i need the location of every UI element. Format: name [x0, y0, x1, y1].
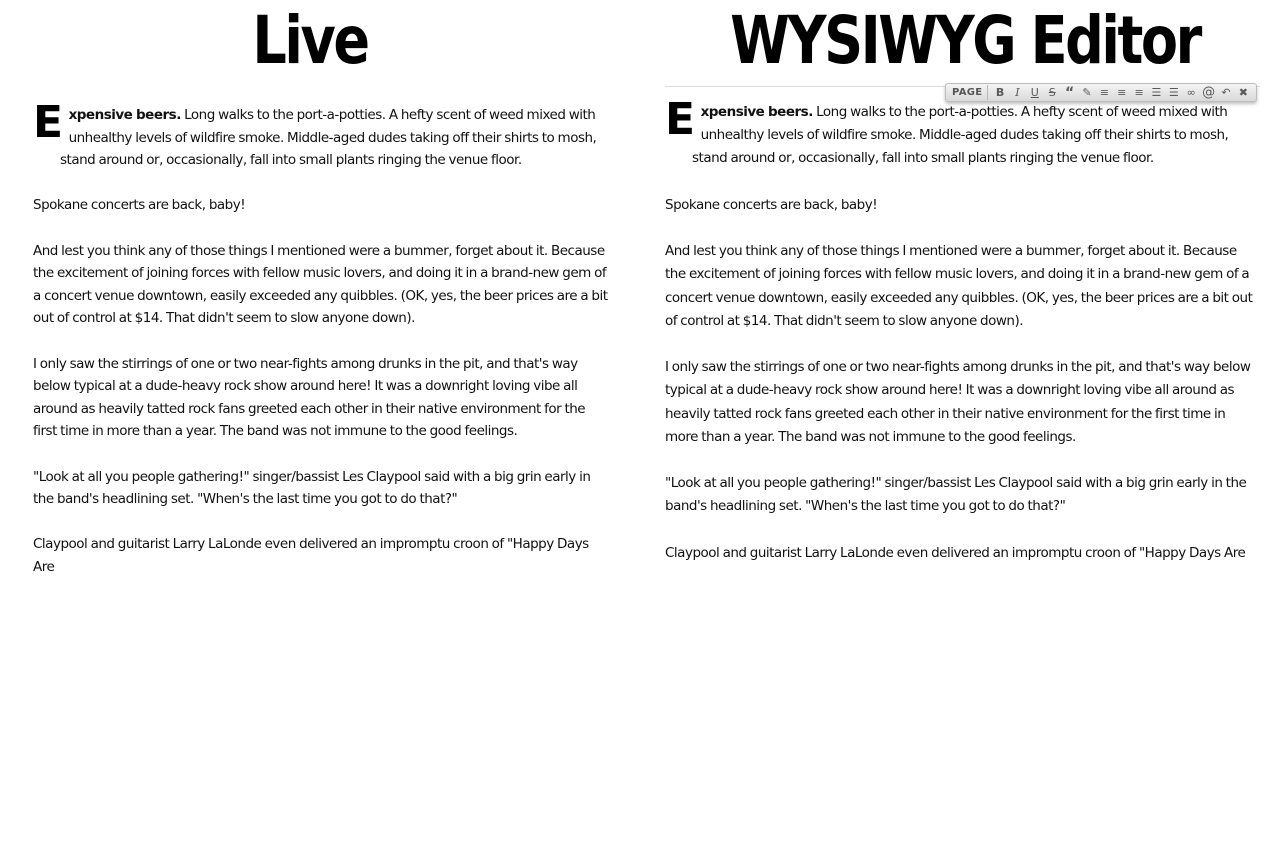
italic-icon: I	[1015, 86, 1020, 99]
article-paragraph: And lest you think any of those things I mentioned were a bummer, forget about it. Because the excitement of joining forces with fellow music lovers, and doing it in a brand-new gem of a concert venue downtown, easily exceeded any quibbles. (OK, yes, the beer prices are a bit out of control at $14. That didn't seem to slow anyone down).	[33, 242, 608, 327]
unordered-list-icon: ☰	[1168, 86, 1179, 99]
unordered-list-button[interactable]	[1165, 84, 1182, 101]
drop-cap: E	[33, 97, 63, 148]
underline-icon: U	[1030, 86, 1039, 99]
live-heading: Live	[252, 2, 368, 79]
paragraph-text: Long walks to the port-a-potties. A hefty scent of weed mixed with unhealthy levels of wildfire smoke. Middle-aged dudes taking off their shirts to mosh, stand around or, occasionally, fall into small plants ringing the venue floor.	[692, 104, 1229, 167]
lead-in-text: xpensive beers.	[68, 107, 181, 123]
article-paragraph: I only saw the stirrings of one or two near-fights among drunks in the pit, and that's way below typical at a dude-heavy rock show around here! It was a downright loving vibe all around as heavily tatted rock fans greeted each other in their native environment for the first time in more than a year. The band was not immune to the good feelings.	[33, 355, 586, 440]
undo-icon: ↶	[1221, 86, 1231, 99]
ordered-list-icon: ☰	[1151, 86, 1162, 99]
blockquote-button[interactable]	[1061, 84, 1078, 101]
close-icon: ✖	[1238, 86, 1248, 99]
align-center-icon: ≡	[1117, 86, 1127, 99]
live-article	[33, 97, 611, 601]
pen-icon: ✎	[1082, 86, 1092, 99]
formatting-toolbar	[945, 83, 1257, 102]
article-paragraph[interactable]: Claypool and guitarist Larry LaLonde even delivered an impromptu croon of "Happy Days Are	[665, 544, 1246, 561]
close-button[interactable]	[1235, 84, 1252, 101]
article-paragraph[interactable]: And lest you think any of those things I mentioned were a bummer, forget about it. Because the excitement of joining forces with fellow music lovers, and doing it in a brand-new gem of a concert venue downtown, easily exceeded any quibbles. (OK, yes, the beer prices are a bit out of control at $14. That didn't seem to slow anyone down).	[665, 243, 1253, 329]
bold-icon: B	[995, 86, 1005, 99]
drop-cap: E	[665, 94, 695, 145]
strikethrough-icon: S	[1048, 86, 1056, 99]
article-paragraph[interactable]	[665, 94, 1260, 171]
lead-in-text: xpensive beers.	[700, 104, 813, 120]
bold-button[interactable]	[991, 84, 1008, 101]
strikethrough-button[interactable]	[1044, 84, 1061, 101]
italic-button[interactable]	[1009, 84, 1026, 101]
article-paragraph: Spokane concerts are back, baby!	[33, 197, 246, 214]
article-paragraph	[33, 97, 611, 172]
highlight-button[interactable]	[1078, 84, 1095, 101]
wysiwyg-editor-heading: WYSIWYG Editor	[730, 2, 1200, 79]
align-right-button[interactable]	[1130, 84, 1147, 101]
editor-article[interactable]	[665, 94, 1260, 588]
align-left-button[interactable]	[1096, 84, 1113, 101]
page-button[interactable]: PAGE	[950, 85, 988, 100]
article-paragraph[interactable]: Spokane concerts are back, baby!	[665, 196, 878, 213]
align-right-icon: ≡	[1134, 86, 1144, 99]
article-paragraph: Claypool and guitarist Larry LaLonde even delivered an impromptu croon of "Happy Days Are	[33, 536, 589, 575]
undo-button[interactable]	[1217, 84, 1234, 101]
link-icon: ∞	[1186, 86, 1196, 99]
align-left-icon: ≡	[1099, 86, 1109, 99]
editor-content-area[interactable]	[665, 86, 1260, 586]
ordered-list-button[interactable]	[1148, 84, 1165, 101]
quote-icon: “	[1064, 84, 1075, 101]
align-center-button[interactable]	[1113, 84, 1130, 101]
article-paragraph: "Look at all you people gathering!" singer/bassist Les Claypool said with a big grin early in the band's headlining set. "When's the last time you got to do that?"	[33, 468, 591, 508]
article-paragraph[interactable]: "Look at all you people gathering!" singer/bassist Les Claypool said with a big grin early in the band's headlining set. "When's the last time you got to do that?"	[665, 475, 1247, 515]
mention-button[interactable]	[1200, 84, 1217, 101]
at-icon: @	[1202, 85, 1216, 100]
link-button[interactable]	[1183, 84, 1200, 101]
article-paragraph[interactable]: I only saw the stirrings of one or two near-fights among drunks in the pit, and that's way below typical at a dude-heavy rock show around here! It was a downright loving vibe all around as heavily tatted rock fans greeted each other in their native environment for the first time in more than a year. The band was not immune to the good feelings.	[665, 359, 1251, 445]
paragraph-text: Long walks to the port-a-potties. A hefty scent of weed mixed with unhealthy levels of wildfire smoke. Middle-aged dudes taking off their shirts to mosh, stand around or, occasionally, fall into small plants ringing the venue floor.	[60, 107, 597, 169]
underline-button[interactable]	[1026, 84, 1043, 101]
